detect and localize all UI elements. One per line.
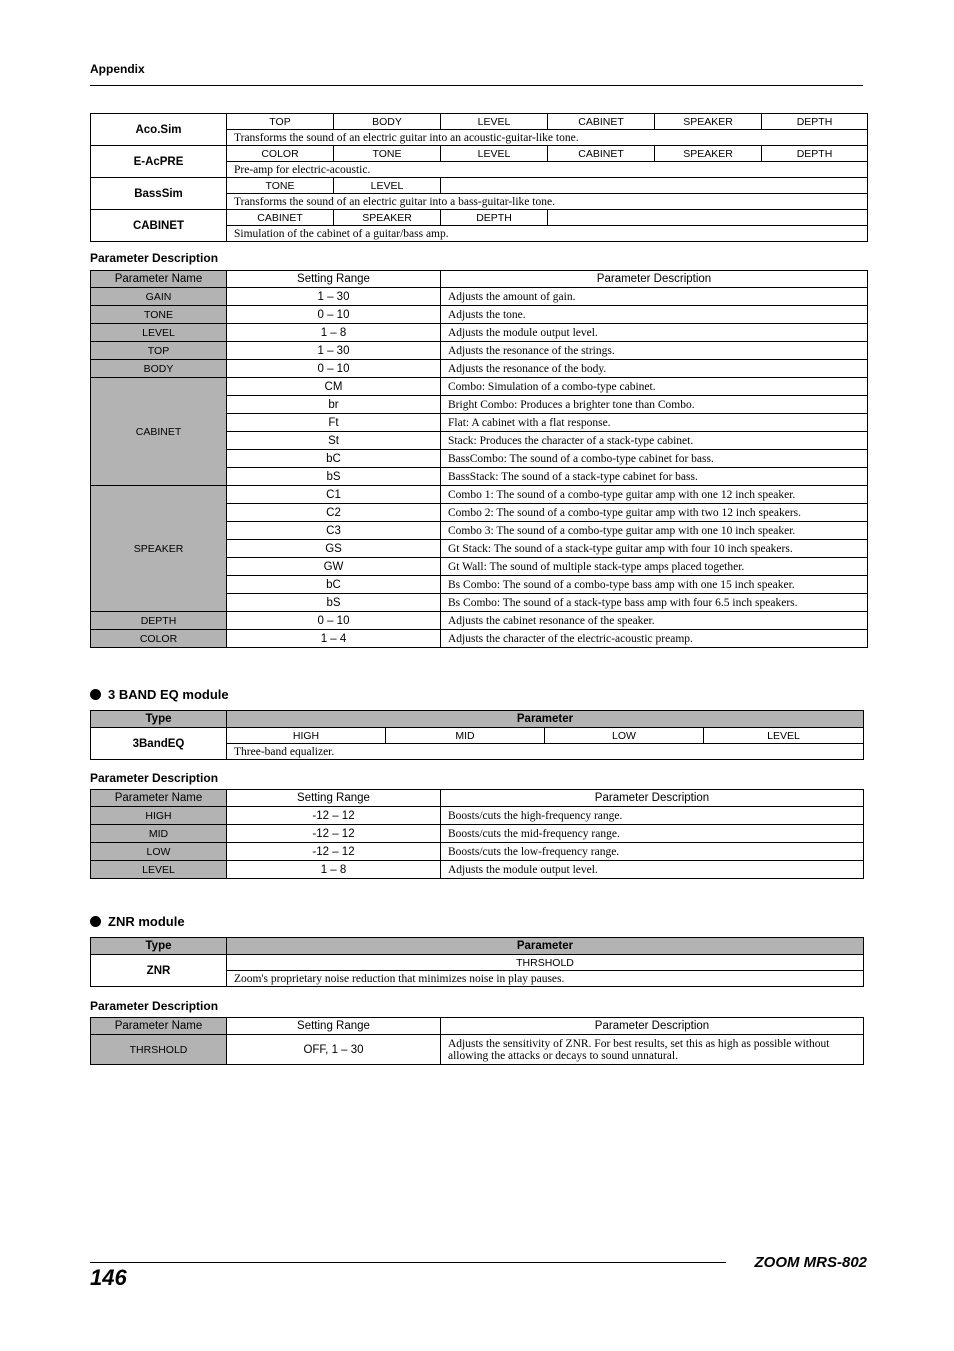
eq-types-table bbox=[90, 710, 864, 760]
type-name: BassSim bbox=[91, 178, 227, 210]
setting-range: OFF, 1 – 30 bbox=[227, 1035, 441, 1065]
table-row bbox=[91, 861, 864, 879]
param-cell: LEVEL bbox=[441, 114, 548, 130]
setting-range: bC bbox=[227, 576, 441, 594]
parameter-description: Stack: Produces the character of a stack-type cabinet. bbox=[441, 432, 868, 450]
parameter-name: BODY bbox=[91, 360, 227, 378]
table-row bbox=[91, 342, 868, 360]
param-cell-empty bbox=[548, 210, 868, 226]
table-row bbox=[91, 825, 864, 843]
parameter-description: Bs Combo: The sound of a combo-type bass amp with one 15 inch speaker. bbox=[441, 576, 868, 594]
param-cell: BODY bbox=[334, 114, 441, 130]
parameter-description: Boosts/cuts the low-frequency range. bbox=[441, 843, 864, 861]
type-row bbox=[91, 114, 868, 130]
setting-range: -12 – 12 bbox=[227, 843, 441, 861]
setting-range: 1 – 8 bbox=[227, 324, 441, 342]
table-row bbox=[91, 306, 868, 324]
setting-range: 0 – 10 bbox=[227, 306, 441, 324]
parameter-description: Adjusts the amount of gain. bbox=[441, 288, 868, 306]
type-name: 3BandEQ bbox=[91, 728, 227, 760]
parameter-header: Parameter bbox=[227, 711, 864, 728]
parameter-description: Adjusts the tone. bbox=[441, 306, 868, 324]
parameter-name: LEVEL bbox=[91, 861, 227, 879]
section-header: Appendix bbox=[90, 62, 145, 76]
column-header: Parameter Description bbox=[441, 1018, 864, 1035]
type-header: Type bbox=[91, 711, 227, 728]
param-cell: LEVEL bbox=[441, 146, 548, 162]
type-description: Transforms the sound of an electric guitar into a bass-guitar-like tone. bbox=[227, 194, 868, 210]
product-name: ZOOM MRS-802 bbox=[754, 1254, 867, 1271]
param-cell: SPEAKER bbox=[655, 146, 762, 162]
type-description: Simulation of the cabinet of a guitar/bass amp. bbox=[227, 226, 868, 242]
table-row bbox=[91, 288, 868, 306]
type-name: CABINET bbox=[91, 210, 227, 242]
param-cell: DEPTH bbox=[762, 114, 868, 130]
type-row bbox=[91, 178, 868, 194]
setting-range: GW bbox=[227, 558, 441, 576]
znr-parameter-table bbox=[90, 1017, 864, 1065]
footer-divider bbox=[90, 1262, 726, 1263]
parameter-description-caption: Parameter Description bbox=[90, 999, 219, 1013]
param-cell: TONE bbox=[334, 146, 441, 162]
page-number: 146 bbox=[90, 1265, 127, 1290]
setting-range: GS bbox=[227, 540, 441, 558]
eq-section-title bbox=[90, 687, 229, 702]
column-header: Parameter Name bbox=[91, 271, 227, 288]
parameter-description: Adjusts the sensitivity of ZNR. For best results, set this as high as possible without allowing the attacks or decays to sound unnatural. bbox=[441, 1035, 864, 1065]
parameter-description-caption: Parameter Description bbox=[90, 771, 219, 785]
parameter-description-caption: Parameter Description bbox=[90, 251, 219, 265]
setting-range: C1 bbox=[227, 486, 441, 504]
parameter-name: MID bbox=[91, 825, 227, 843]
setting-range: CM bbox=[227, 378, 441, 396]
parameter-description: Combo 1: The sound of a combo-type guitar amp with one 12 inch speaker. bbox=[441, 486, 868, 504]
type-description: Zoom's proprietary noise reduction that minimizes noise in play pauses. bbox=[227, 971, 864, 987]
parameter-name: DEPTH bbox=[91, 612, 227, 630]
parameter-description: Flat: A cabinet with a flat response. bbox=[441, 414, 868, 432]
param-cell: THRSHOLD bbox=[227, 955, 864, 971]
column-header: Parameter Description bbox=[441, 790, 864, 807]
setting-range: 1 – 30 bbox=[227, 342, 441, 360]
parameter-description: BassCombo: The sound of a combo-type cabinet for bass. bbox=[441, 450, 868, 468]
param-cell: CABINET bbox=[227, 210, 334, 226]
cabinet-types-table bbox=[90, 113, 868, 242]
type-name: Aco.Sim bbox=[91, 114, 227, 146]
setting-range: 0 – 10 bbox=[227, 612, 441, 630]
param-cell: COLOR bbox=[227, 146, 334, 162]
parameter-description: Bs Combo: The sound of a stack-type bass amp with four 6.5 inch speakers. bbox=[441, 594, 868, 612]
param-cell: DEPTH bbox=[762, 146, 868, 162]
param-cell: DEPTH bbox=[441, 210, 548, 226]
parameter-name: LEVEL bbox=[91, 324, 227, 342]
parameter-description: Boosts/cuts the high-frequency range. bbox=[441, 807, 864, 825]
type-row bbox=[91, 146, 868, 162]
znr-types-table bbox=[90, 937, 864, 987]
parameter-description: Boosts/cuts the mid-frequency range. bbox=[441, 825, 864, 843]
parameter-name: THRSHOLD bbox=[91, 1035, 227, 1065]
setting-range: 1 – 4 bbox=[227, 630, 441, 648]
parameter-description: Gt Stack: The sound of a stack-type guitar amp with four 10 inch speakers. bbox=[441, 540, 868, 558]
column-header: Setting Range bbox=[227, 271, 441, 288]
param-cell: LOW bbox=[545, 728, 704, 744]
param-cell: MID bbox=[386, 728, 545, 744]
type-name: E-AcPRE bbox=[91, 146, 227, 178]
table-row bbox=[91, 486, 868, 504]
param-cell: CABINET bbox=[548, 114, 655, 130]
param-cell: LEVEL bbox=[704, 728, 864, 744]
column-header: Setting Range bbox=[227, 1018, 441, 1035]
parameter-description: Adjusts the module output level. bbox=[441, 324, 868, 342]
parameter-name: HIGH bbox=[91, 807, 227, 825]
parameter-description: Bright Combo: Produces a brighter tone than Combo. bbox=[441, 396, 868, 414]
parameter-description: Adjusts the cabinet resonance of the speaker. bbox=[441, 612, 868, 630]
type-description: Pre-amp for electric-acoustic. bbox=[227, 162, 868, 178]
table-row bbox=[91, 807, 864, 825]
parameter-name: TONE bbox=[91, 306, 227, 324]
parameter-header: Parameter bbox=[227, 938, 864, 955]
table-row bbox=[91, 843, 864, 861]
table-row bbox=[91, 1035, 864, 1065]
setting-range: -12 – 12 bbox=[227, 825, 441, 843]
setting-range: bC bbox=[227, 450, 441, 468]
type-row bbox=[91, 210, 868, 226]
setting-range: Ft bbox=[227, 414, 441, 432]
setting-range: St bbox=[227, 432, 441, 450]
bullet-icon bbox=[90, 689, 101, 700]
column-header: Setting Range bbox=[227, 790, 441, 807]
column-header: Parameter Name bbox=[91, 1018, 227, 1035]
param-cell: SPEAKER bbox=[655, 114, 762, 130]
parameter-name: COLOR bbox=[91, 630, 227, 648]
param-cell: CABINET bbox=[548, 146, 655, 162]
parameter-description: Gt Wall: The sound of multiple stack-type amps placed together. bbox=[441, 558, 868, 576]
table-row bbox=[91, 630, 868, 648]
setting-range: C3 bbox=[227, 522, 441, 540]
type-header: Type bbox=[91, 938, 227, 955]
parameter-description: Adjusts the resonance of the body. bbox=[441, 360, 868, 378]
setting-range: 1 – 8 bbox=[227, 861, 441, 879]
header-divider bbox=[90, 85, 863, 86]
table-row bbox=[91, 324, 868, 342]
eq-parameter-table bbox=[90, 789, 864, 879]
type-description: Three-band equalizer. bbox=[227, 744, 864, 760]
parameter-description: Combo 2: The sound of a combo-type guitar amp with two 12 inch speakers. bbox=[441, 504, 868, 522]
column-header: Parameter Name bbox=[91, 790, 227, 807]
parameter-name: TOP bbox=[91, 342, 227, 360]
parameter-name: CABINET bbox=[91, 378, 227, 486]
table-row bbox=[91, 378, 868, 396]
parameter-description: Adjusts the resonance of the strings. bbox=[441, 342, 868, 360]
parameter-description: Adjusts the character of the electric-acoustic preamp. bbox=[441, 630, 868, 648]
parameter-name: GAIN bbox=[91, 288, 227, 306]
setting-range: C2 bbox=[227, 504, 441, 522]
table-row bbox=[91, 612, 868, 630]
column-header: Parameter Description bbox=[441, 271, 868, 288]
param-cell: LEVEL bbox=[334, 178, 441, 194]
setting-range: -12 – 12 bbox=[227, 807, 441, 825]
setting-range: bS bbox=[227, 468, 441, 486]
parameter-name: SPEAKER bbox=[91, 486, 227, 612]
parameter-description: Adjusts the module output level. bbox=[441, 861, 864, 879]
cabinet-parameter-table bbox=[90, 270, 868, 648]
parameter-description: Combo 3: The sound of a combo-type guitar amp with one 10 inch speaker. bbox=[441, 522, 868, 540]
param-cell: SPEAKER bbox=[334, 210, 441, 226]
setting-range: br bbox=[227, 396, 441, 414]
setting-range: 0 – 10 bbox=[227, 360, 441, 378]
parameter-name: LOW bbox=[91, 843, 227, 861]
param-cell: TONE bbox=[227, 178, 334, 194]
param-cell: HIGH bbox=[227, 728, 386, 744]
parameter-description: BassStack: The sound of a stack-type cabinet for bass. bbox=[441, 468, 868, 486]
eq-section-title-text: 3 BAND EQ module bbox=[108, 687, 229, 702]
setting-range: 1 – 30 bbox=[227, 288, 441, 306]
bullet-icon bbox=[90, 916, 101, 927]
param-cell: TOP bbox=[227, 114, 334, 130]
znr-section-title-text: ZNR module bbox=[108, 914, 185, 929]
param-cell-empty bbox=[441, 178, 868, 194]
type-name: ZNR bbox=[91, 955, 227, 987]
parameter-description: Combo: Simulation of a combo-type cabinet. bbox=[441, 378, 868, 396]
type-description: Transforms the sound of an electric guitar into an acoustic-guitar-like tone. bbox=[227, 130, 868, 146]
setting-range: bS bbox=[227, 594, 441, 612]
table-row bbox=[91, 360, 868, 378]
znr-section-title bbox=[90, 914, 185, 929]
